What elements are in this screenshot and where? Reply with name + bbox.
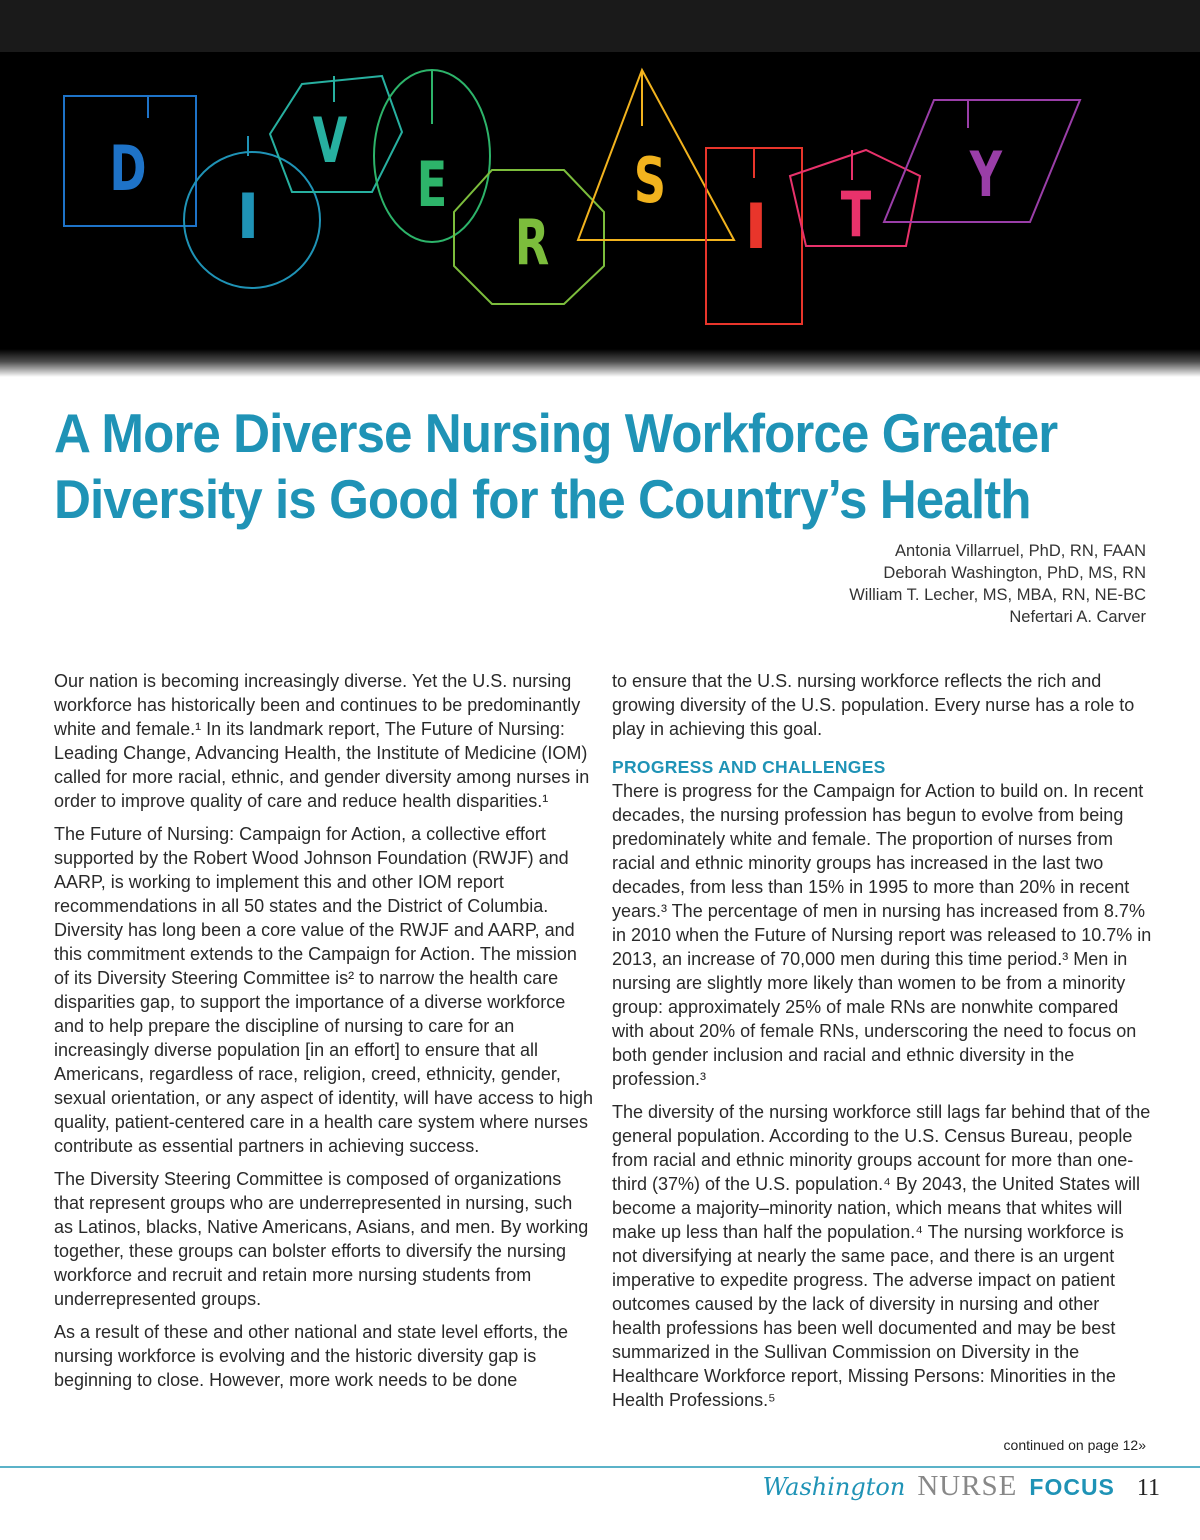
author-line: Deborah Washington, PhD, MS, RN xyxy=(883,564,1146,582)
letter-v: V xyxy=(312,104,348,177)
letter-r: R xyxy=(514,206,550,279)
masthead-script: Washington xyxy=(762,1473,906,1501)
letter-i2: I xyxy=(744,190,768,263)
letter-d: D xyxy=(109,132,147,205)
body-paragraph: The Future of Nursing: Campaign for Action, a collective effort supported by the Robert Wood Johnson Foundation (RWJF) and AARP, is working to implement this and other IOM report recommendations in all 50 states and the District of Columbia. Diversity has long been a core value of the RWJF and AARP, and this commitment extends to the Campaign for Action. The mission of its Diversity Steering Committee is² to narrow the health care disparities gap, to support the importance of a diverse workforce and to help prepare the discipline of nursing to care for an increasingly diverse population [in an effort] to ensure that all Americans, regardless of race, religion, creed, ethnicity, gender, sexual orientation, or any aspect of identity, will have access to high quality, patient-centered care in a health care system where nurses contribute as essential partners in achieving success. xyxy=(54,824,593,1156)
body-paragraph: The Diversity Steering Committee is composed of organizations that represent groups who are underrepresented in nursing, such as Latinos, blacks, Native Americans, Asians, and men. By working together, these groups can bolster efforts to diversify the nursing workforce and recruit and retain more nursing students from underrepresented groups. xyxy=(54,1169,589,1309)
left-column xyxy=(54,669,594,1401)
continued-link[interactable]: continued on page 12» xyxy=(1003,1437,1146,1453)
diversity-banner xyxy=(0,52,1200,377)
letter-i: I xyxy=(236,180,260,253)
author-line: William T. Lecher, MS, MBA, RN, NE-BC xyxy=(849,586,1146,604)
page-number: 11 xyxy=(1136,1475,1160,1501)
masthead-nurse: NURSE xyxy=(917,1470,1018,1502)
author-line: Nefertari A. Carver xyxy=(1009,608,1146,626)
letter-y: Y xyxy=(969,138,1003,211)
letter-t: T xyxy=(840,178,872,251)
author-list xyxy=(849,540,1146,628)
banner-fade xyxy=(0,349,1200,377)
article-title: A More Diverse Nursing Workforce Greater Diversity is Good for the Country’s Health xyxy=(54,402,1058,530)
publication-footer xyxy=(763,1470,1160,1510)
masthead-focus: FOCUS xyxy=(1029,1474,1115,1500)
body-paragraph: The diversity of the nursing workforce still lags far behind that of the general population. According to the U.S. Census Bureau, people from racial and ethnic minority groups account for more than one-third (37%) of the U.S. population.⁴ By 2043, the United States will become a majority–minority nation, which means that whites will make up less than half the population.⁴ The nursing workforce is not diversifying at nearly the same pace, and there is an urgent imperative to expedite progress. The adverse impact on patient outcomes caused by the lack of diversity in nursing and other health professions has been well documented and may be best summarized in the Sullivan Commission on Diversity in the Healthcare Workforce report, Missing Persons: Minorities in the Health Professions.⁵ xyxy=(612,1102,1151,1410)
top-dark-bar xyxy=(0,0,1200,52)
right-column xyxy=(612,669,1152,1421)
author-line: Antonia Villarruel, PhD, RN, FAAN xyxy=(895,542,1146,560)
body-paragraph: There is progress for the Campaign for Action to build on. In recent decades, the nursing profession has begun to evolve from being predominately white and female. The proportion of nurses from racial and ethnic minority groups has increased in the last two decades, from less than 15% in 1995 to more than 20% in recent years.³ The percentage of men in nursing has increased from 8.7% in 2010 when the Future of Nursing report was released to 10.7% in 2013, an increase of 70,000 men during this time period.³ Men in nursing are slightly more likely than women to be from a minority group: approximately 25% of male RNs are nonwhite compared with about 20% of female RNs, underscoring the need to focus on both gender inclusion and racial and ethnic diversity in the profession.³ xyxy=(612,781,1152,1089)
letter-s: S xyxy=(633,144,667,217)
body-paragraph: As a result of these and other national and state level efforts, the nursing workforce is evolving and the historic diversity gap is beginning to close. However, more work needs to be done xyxy=(54,1322,568,1390)
body-paragraph: to ensure that the U.S. nursing workforce reflects the rich and growing diversity of the U.S. population. Every nurse has a role to play in achieving this goal. xyxy=(612,671,1135,739)
footer-rule xyxy=(0,1466,1200,1468)
body-paragraph: Our nation is becoming increasingly diverse. Yet the U.S. nursing workforce has historically been and continues to be predominantly white and female.¹ In its landmark report, The Future of Nursing: Leading Change, Advancing Health, the Institute of Medicine (IOM) called for more racial, ethnic, and gender diversity among nurses in order to improve quality of care and reduce health disparities.¹ xyxy=(54,671,590,811)
letter-e: E xyxy=(416,148,448,221)
diversity-artwork xyxy=(0,52,1200,377)
section-heading: PROGRESS AND CHALLENGES xyxy=(612,757,886,777)
